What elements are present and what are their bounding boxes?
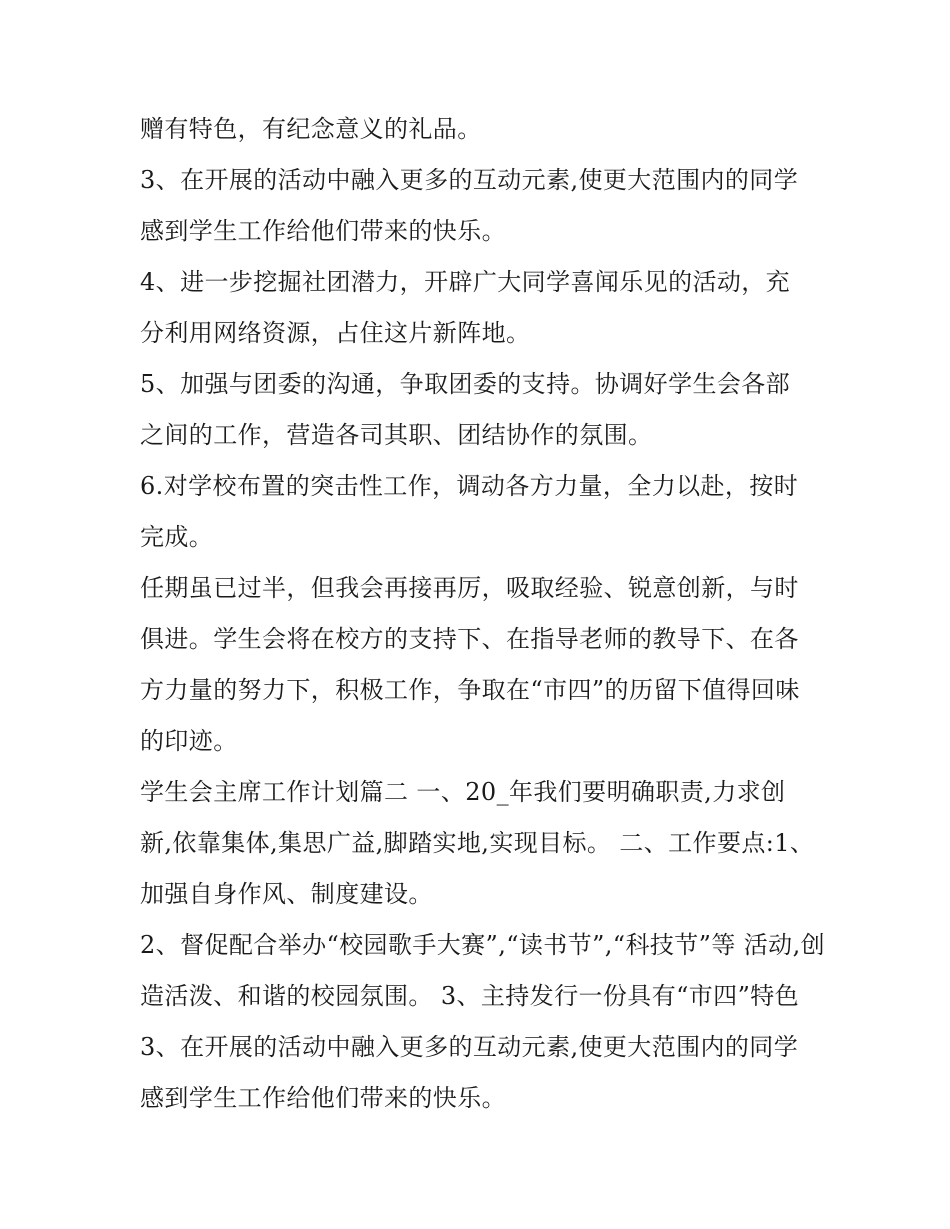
text-line-17: 2、督促配合举办“校园歌手大赛”,“读书节”,“科技节”等 活动,创 xyxy=(140,931,826,959)
text-line-12: 方力量的努力下，积极工作，争取在“市四”的历留下值得回味 xyxy=(140,676,800,704)
text-line-5: 分利用网络资源，占住这片新阵地。 xyxy=(140,319,531,347)
text-line-20: 感到学生工作给他们带来的快乐。 xyxy=(140,1084,506,1112)
text-line-19: 3、在开展的活动中融入更多的互动元素,使更大范围内的同学 xyxy=(140,1033,799,1061)
text-line-6: 5、加强与团委的沟通，争取团委的支持。协调好学生会各部 xyxy=(140,370,791,398)
text-line-2: 3、在开展的活动中融入更多的互动元素,使更大范围内的同学 xyxy=(140,166,799,194)
text-line-7: 之间的工作，营造各司其职、团结协作的氛围。 xyxy=(140,421,653,449)
text-line-8: 6.对学校布置的突击性工作，调动各方力量，全力以赴，按时 xyxy=(140,472,799,500)
text-line-13: 的印迹。 xyxy=(140,727,238,755)
text-line-16: 加强自身作风、制度建设。 xyxy=(140,880,433,908)
text-line-14: 学生会主席工作计划篇二 一、20_年我们要明确职责,力求创 xyxy=(140,778,786,806)
document-page xyxy=(140,104,826,1124)
text-line-3: 感到学生工作给他们带来的快乐。 xyxy=(140,217,506,245)
text-line-15: 新,依靠集体,集思广益,脚踏实地,实现目标。 二、工作要点:1、 xyxy=(140,829,815,857)
text-line-18: 造活泼、和谐的校园氛围。 3、主持发行一份具有“市四”特色 xyxy=(140,982,800,1010)
text-line-10: 任期虽已过半，但我会再接再厉，吸取经验、锐意创新，与时 xyxy=(140,574,799,602)
text-line-4: 4、进一步挖掘社团潜力，开辟广大同学喜闻乐见的活动，充 xyxy=(140,268,791,296)
text-line-9: 完成。 xyxy=(140,523,214,551)
text-line-11: 俱进。学生会将在校方的支持下、在指导老师的教导下、在各 xyxy=(140,625,799,653)
text-line-1: 赠有特色，有纪念意义的礼品。 xyxy=(140,115,482,143)
